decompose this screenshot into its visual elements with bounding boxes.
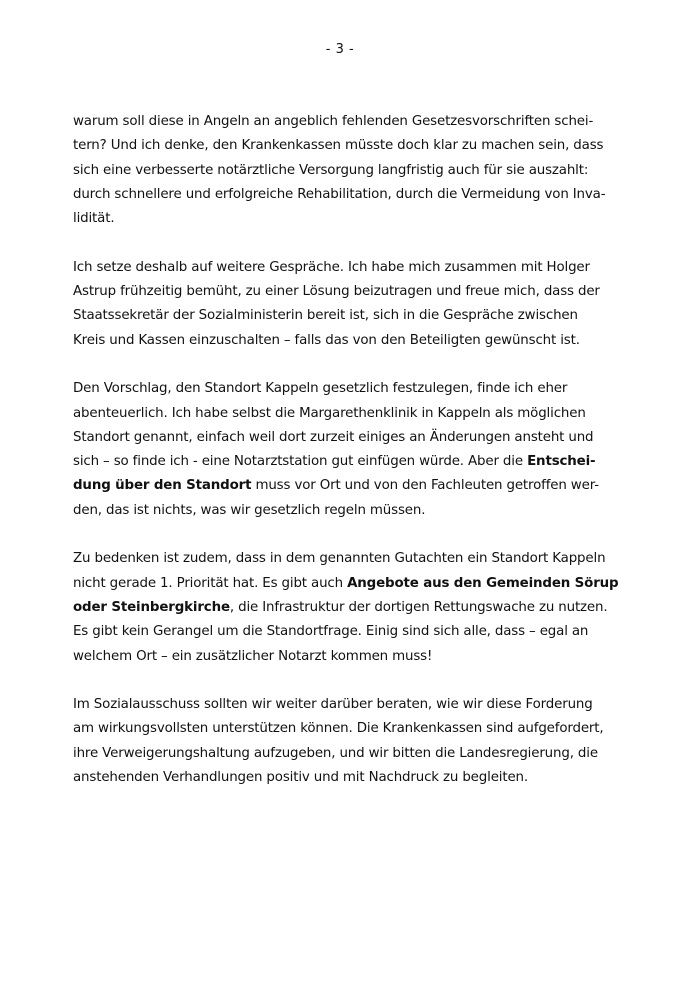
text-run: Astrup frühzeitig bemüht, zu einer Lösung beizutragen und freue mich, dass der [73, 284, 600, 300]
text-line [73, 499, 593, 523]
text-line [73, 134, 604, 158]
text-run: , die Infrastruktur der dortigen Rettungswache zu nutzen. [229, 599, 608, 615]
paragraph [73, 547, 619, 668]
text-line [73, 256, 593, 280]
text-line [73, 474, 599, 498]
text-run: am wirkungsvollsten unterstützen können. Die Krankenkassen sind aufgefordert, [73, 721, 604, 737]
text-run: Zu bedenken ist zudem, dass in dem genannten Gutachten ein Standort Kappeln [73, 551, 606, 567]
page-number: - 3 - [325, 42, 355, 57]
text-line [73, 280, 600, 304]
text-line [73, 377, 593, 401]
text-run: Kreis und Kassen einzuschalten – falls das von den Beteiligten gewünscht ist. [73, 332, 580, 348]
bold-text-run: Entschei- [527, 454, 596, 470]
bold-text-run: Angebote aus den Gemeinden Sörup [347, 575, 619, 591]
text-line [73, 547, 606, 571]
text-line [73, 596, 608, 620]
text-run: nicht gerade 1. Priorität hat. Es gibt auch [73, 575, 348, 591]
text-line [73, 620, 593, 644]
text-run: lidität. [73, 211, 115, 227]
text-run: Es gibt kein Gerangel um die Standortfrage. Einig sind sich alle, dass – egal an [73, 624, 589, 640]
text-line [73, 207, 593, 231]
text-run: welchem Ort – ein zusätzlicher Notarzt kommen muss! [73, 648, 433, 664]
text-run: tern? Und ich denke, den Krankenkassen müsste doch klar zu machen sein, dass [73, 138, 604, 154]
text-line [73, 426, 593, 450]
text-run: warum soll diese in Angeln an angeblich fehlenden Gesetzesvorschriften schei- [73, 114, 594, 129]
text-run: sich – so finde ich - eine Notarztstation gut einfügen würde. Aber die [73, 454, 528, 470]
text-run: anstehenden Verhandlungen positiv und mit Nachdruck zu begleiten. [73, 770, 528, 786]
text-line [73, 402, 593, 426]
text-line [73, 572, 619, 596]
text-run: Standort genannt, einfach weil dort zurzeit einiges an Änderungen ansteht und [73, 429, 594, 445]
text-line [73, 183, 606, 207]
text-run: durch schnellere und erfolgreiche Rehabilitation, durch die Vermeidung von Inva- [73, 186, 606, 202]
text-run: Den Vorschlag, den Standort Kappeln gesetzlich festzulegen, finde ich eher [73, 381, 568, 397]
paragraph [73, 110, 606, 231]
text-line [73, 304, 593, 328]
text-line [73, 329, 593, 353]
text-run: den, das ist nichts, was wir gesetzlich regeln müssen. [73, 502, 426, 518]
paragraph [73, 693, 604, 790]
text-line [73, 717, 604, 741]
text-run: Staatssekretär der Sozialministerin bereit ist, sich in die Gespräche zwischen [73, 308, 578, 324]
text-run: sich eine verbesserte notärztliche Versorgung langfristig auch für sie auszahlt: [73, 162, 589, 178]
text-run: Im Sozialausschuss sollten wir weiter darüber beraten, wie wir diese Forderung [73, 697, 593, 713]
bold-text-run: dung über den Standort [73, 478, 252, 494]
paragraph [73, 256, 600, 353]
text-line [73, 742, 598, 766]
text-run: muss vor Ort und von den Fachleuten getroffen wer- [251, 478, 599, 494]
document-body [73, 110, 619, 815]
text-line [73, 450, 596, 474]
bold-text-run: oder Steinbergkirche [73, 599, 230, 615]
text-line [73, 110, 593, 134]
text-run: ihre Verweigerungshaltung aufzugeben, und wir bitten die Landesregierung, die [73, 745, 598, 761]
paragraph [73, 377, 599, 523]
text-run: Ich setze deshalb auf weitere Gespräche. Ich habe mich zusammen mit Holger [73, 259, 590, 275]
text-line [73, 766, 593, 790]
text-run: abenteuerlich. Ich habe selbst die Margarethenklinik in Kappeln als möglichen [73, 405, 586, 421]
text-line [73, 159, 593, 183]
text-line [73, 693, 593, 717]
text-line [73, 645, 593, 669]
